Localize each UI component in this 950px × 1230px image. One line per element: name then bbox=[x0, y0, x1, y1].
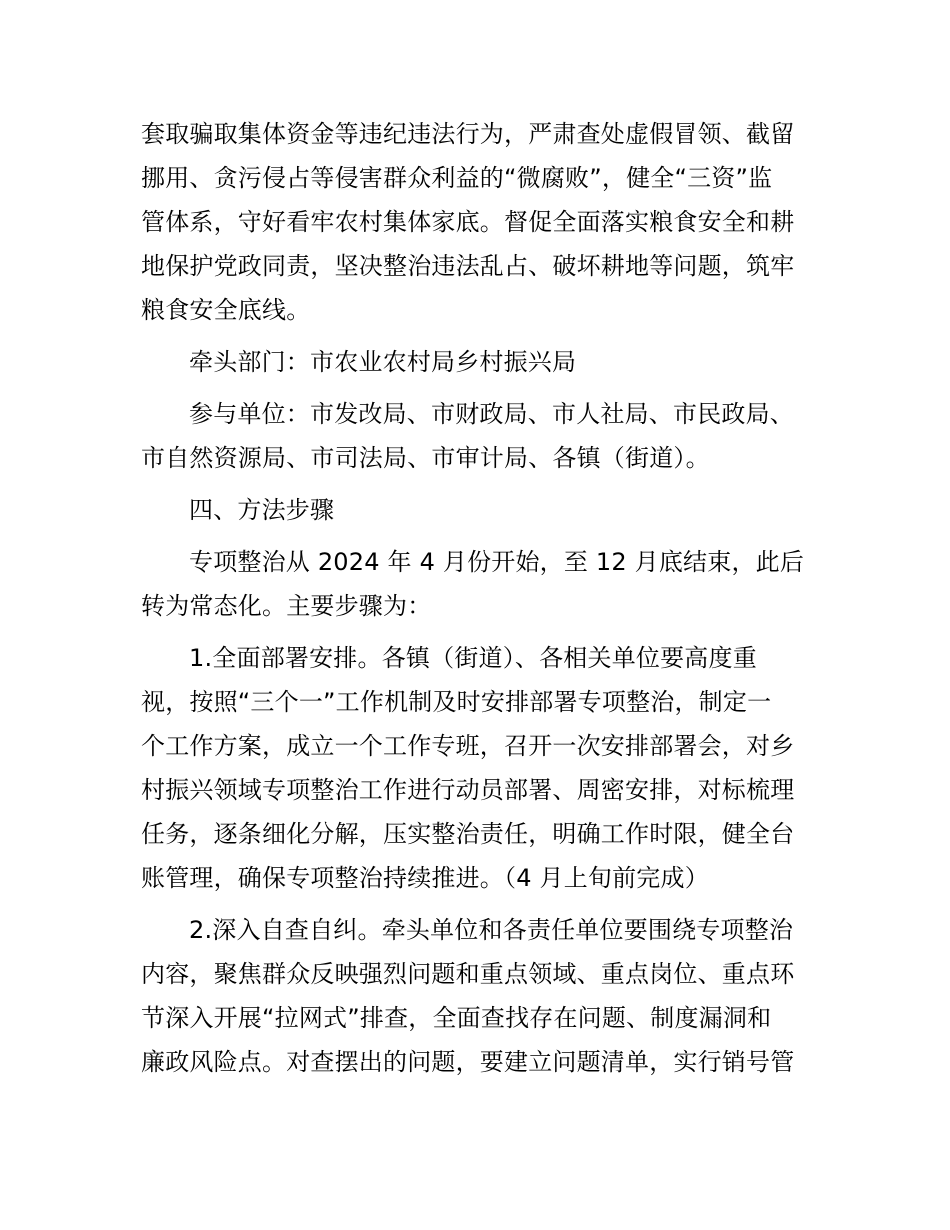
text-line: 个工作方案，成立一个工作专班，召开一次安排部署会，对乡 bbox=[141, 732, 795, 760]
text-line: 2.深入自查自纠。牵头单位和各责任单位要围绕专项整治 bbox=[189, 916, 794, 944]
paragraph-p2 bbox=[141, 340, 810, 384]
text-line: 四、方法步骤 bbox=[189, 496, 335, 524]
text-line: 地保护党政同责，坚决整治违法乱占、破坏耕地等问题，筑牢 bbox=[141, 252, 795, 280]
text-line: 套取骗取集体资金等违纪违法行为，严肃查处虚假冒领、截留 bbox=[141, 120, 795, 148]
text-line: 账管理，确保专项整治持续推进。（4 月上旬前完成） bbox=[141, 864, 709, 892]
paragraph-p7 bbox=[141, 908, 810, 1084]
text-line: 参与单位：市发改局、市财政局、市人社局、市民政局、 bbox=[189, 400, 794, 428]
text-line: 管体系，守好看牢农村集体家底。督促全面落实粮食安全和耕 bbox=[141, 208, 795, 236]
text-line: 转为常态化。主要步骤为： bbox=[141, 592, 432, 620]
text-line: 视，按照“三个一”工作机制及时安排部署专项整治，制定一 bbox=[141, 688, 772, 716]
text-line: 粮食安全底线。 bbox=[141, 296, 311, 324]
text-line: 1.全面部署安排。各镇（街道）、各相关单位要高度重 bbox=[189, 644, 757, 672]
text-line: 廉政风险点。对查摆出的问题，要建立问题清单，实行销号管 bbox=[141, 1048, 795, 1076]
document-body bbox=[141, 112, 810, 1084]
text-line: 专项整治从 2024 年 4 月份开始，至 12 月底结束，此后 bbox=[189, 548, 805, 576]
paragraph-p4 bbox=[141, 488, 810, 532]
paragraph-p3 bbox=[141, 392, 810, 480]
text-line: 村振兴领域专项整治工作进行动员部署、周密安排，对标梳理 bbox=[141, 776, 795, 804]
text-line: 挪用、贪污侵占等侵害群众利益的“微腐败”，健全“三资”监 bbox=[141, 164, 773, 192]
text-line: 牵头部门：市农业农村局乡村振兴局 bbox=[189, 348, 577, 376]
text-line: 节深入开展“拉网式”排查，全面查找存在问题、制度漏洞和 bbox=[141, 1004, 772, 1032]
paragraph-p1 bbox=[141, 112, 810, 332]
text-line: 内容，聚焦群众反映强烈问题和重点领域、重点岗位、重点环 bbox=[141, 960, 795, 988]
paragraph-p5 bbox=[141, 540, 810, 628]
text-line: 任务，逐条细化分解，压实整治责任，明确工作时限，健全台 bbox=[141, 820, 795, 848]
text-line: 市自然资源局、市司法局、市审计局、各镇（街道）。 bbox=[141, 444, 710, 472]
paragraph-p6 bbox=[141, 636, 810, 900]
